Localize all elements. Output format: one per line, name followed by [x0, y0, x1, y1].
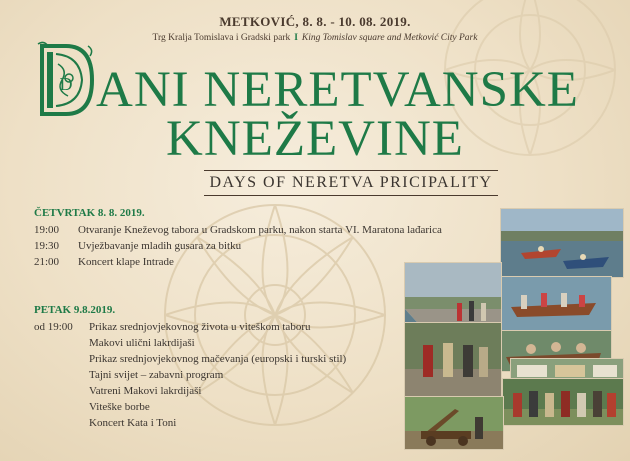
schedule-row — [89, 369, 223, 381]
dropcap-letter: D — [59, 74, 73, 94]
schedule-row — [34, 240, 241, 252]
schedule-row — [34, 256, 174, 268]
event-text: Vatreni Makovi lakrdijaši — [89, 385, 202, 397]
event-text: Makovi ulični lakrdijaši — [89, 337, 195, 349]
knights-parade-photo — [404, 322, 502, 398]
schedule-row — [89, 353, 346, 365]
event-text: Viteške borbe — [89, 401, 150, 413]
location-english: King Tomislav square and Metković City Park — [301, 33, 478, 43]
event-text: Prikaz srednjovjekovnog mačevanja (europski i turski stil) — [89, 353, 347, 365]
event-dates: METKOVIĆ, 8. 8. - 10. 08. 2019. — [219, 14, 411, 29]
boats-river-photo — [500, 208, 624, 278]
schedule-row — [34, 321, 310, 333]
location-croatian: Trg Kralja Tomislava i Gradski park — [152, 33, 291, 43]
group-photo — [502, 378, 624, 426]
event-text: Tajni svijet – zabavni program — [89, 369, 224, 381]
schedule-row — [89, 401, 150, 413]
dropcap-d-icon — [36, 40, 96, 118]
market-stalls-photo — [510, 358, 624, 380]
location-separator: I — [294, 33, 298, 43]
boat-race-photo — [500, 276, 612, 332]
day-heading-thursday: ČETVRTAK 8. 8. 2019. — [34, 207, 145, 219]
subtitle-english: DAYS OF NERETVA PRICIPALITY — [204, 170, 498, 196]
schedule-row — [89, 385, 201, 397]
event-time: od 19:00 — [34, 321, 73, 333]
title-line1: ANI NERETVANSKE — [96, 62, 579, 118]
event-text: Koncert Kata i Toni — [89, 417, 177, 429]
catapult-photo — [404, 396, 504, 450]
schedule-row — [89, 417, 176, 429]
event-text: Koncert klape Intrade — [78, 256, 174, 268]
event-text: Prikaz srednjovjekovnog života u viteškom taboru — [89, 321, 311, 333]
event-time: 21:00 — [34, 256, 60, 268]
event-time: 19:30 — [34, 240, 60, 252]
schedule-row — [34, 224, 442, 236]
schedule-row — [89, 337, 195, 349]
event-time: 19:00 — [34, 224, 60, 236]
title-line2: KNEŽEVINE — [166, 111, 464, 167]
event-text: Otvaranje Kneževog tabora u Gradskom parku, nakon starta VI. Maratona lađarica — [78, 224, 442, 236]
event-text: Uvježbavanje mladih gusara za bitku — [78, 240, 242, 252]
day-heading-friday: PETAK 9.8.2019. — [34, 304, 116, 316]
